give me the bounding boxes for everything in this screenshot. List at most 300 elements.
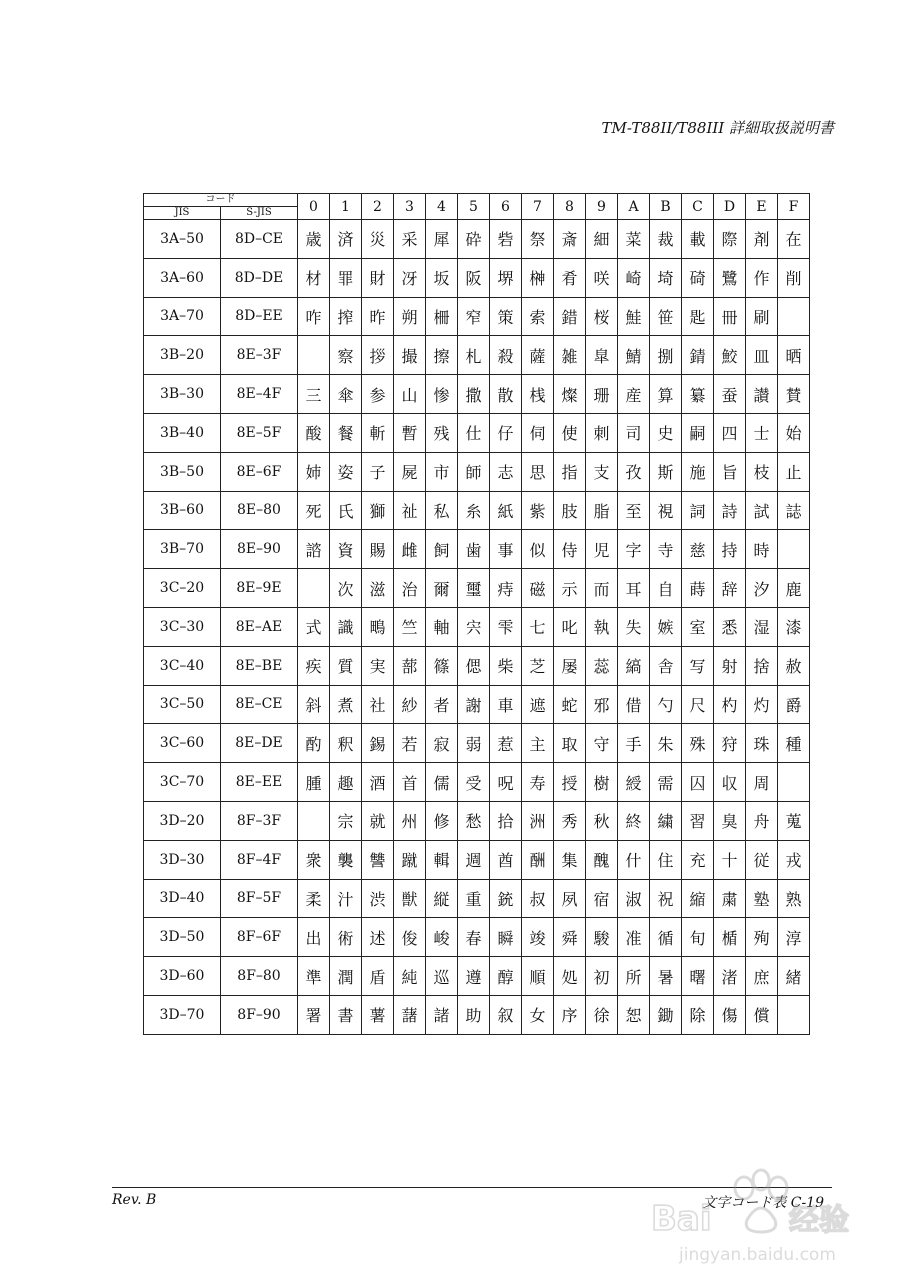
kanji-cell: 晒 [778,336,810,375]
jis-code-cell: 3D–50 [144,918,221,957]
kanji-cell: 讐 [362,840,394,879]
kanji-cell: 際 [714,220,746,259]
kanji-cell: 字 [618,530,650,569]
jis-code-cell: 3A–50 [144,220,221,259]
kanji-cell: 撮 [394,336,426,375]
kanji-cell: 磁 [522,569,554,608]
kanji-cell: 楯 [714,918,746,957]
kanji-cell: 初 [586,957,618,996]
kanji-cell: 車 [490,685,522,724]
kanji-cell: 燦 [554,375,586,414]
kanji-cell: 祝 [650,879,682,918]
kanji-cell: 儒 [426,763,458,802]
sjis-code-cell: 8E–EE [221,763,298,802]
kanji-cell: 次 [330,569,362,608]
sjis-code-cell: 8E–6F [221,452,298,491]
kanji-cell: 曙 [682,957,714,996]
kanji-cell: 枝 [746,452,778,491]
kanji-cell: 察 [330,336,362,375]
kanji-cell: 修 [426,801,458,840]
kanji-cell: 治 [394,569,426,608]
kanji-cell: 災 [362,220,394,259]
kanji-cell: 司 [618,413,650,452]
kanji-cell: 皐 [586,336,618,375]
kanji-cell: 市 [426,452,458,491]
kanji-cell: 識 [330,607,362,646]
kanji-cell: 試 [746,491,778,530]
kanji-cell: 酋 [490,840,522,879]
kanji-cell: 州 [394,801,426,840]
jis-code-cell: 3B–70 [144,530,221,569]
kanji-cell: 終 [618,801,650,840]
kanji-cell: 藷 [394,995,426,1034]
column-header-7: 7 [522,194,554,220]
kanji-cell [778,297,810,336]
kanji-cell: 邪 [586,685,618,724]
kanji-cell: 償 [746,995,778,1034]
column-header-b: B [650,194,682,220]
table-row [144,646,810,685]
kanji-cell: 持 [714,530,746,569]
kanji-cell: 煮 [330,685,362,724]
kanji-cell: 実 [362,646,394,685]
kanji-cell: 失 [618,607,650,646]
table-row [144,336,810,375]
kanji-cell: 散 [490,375,522,414]
kanji-cell: 充 [682,840,714,879]
kanji-cell: 雌 [394,530,426,569]
kanji-cell: 篠 [426,646,458,685]
kanji-cell: 臭 [714,801,746,840]
sjis-code-cell: 8F–90 [221,995,298,1034]
kanji-cell: 偲 [458,646,490,685]
column-header-8: 8 [554,194,586,220]
kanji-cell: 戎 [778,840,810,879]
kanji-cell: 女 [522,995,554,1034]
kanji-cell: 柵 [426,297,458,336]
kanji-cell: 准 [618,918,650,957]
kanji-cell: 習 [682,801,714,840]
kanji-cell: 児 [586,530,618,569]
kanji-cell: 札 [458,336,490,375]
kanji-cell: 姉 [298,452,330,491]
kanji-cell: 取 [554,724,586,763]
kanji-cell: 酸 [298,413,330,452]
jis-code-cell: 3C–30 [144,607,221,646]
kanji-cell: 旬 [682,918,714,957]
kanji-cell: 徐 [586,995,618,1034]
kanji-cell [778,530,810,569]
kanji-cell: 授 [554,763,586,802]
sjis-code-cell: 8F–5F [221,879,298,918]
kanji-cell: 榊 [522,258,554,297]
kanji-cell: 時 [746,530,778,569]
jis-code-cell: 3B–40 [144,413,221,452]
kanji-cell: 算 [650,375,682,414]
kanji-cell: 囚 [682,763,714,802]
kanji-cell: 漆 [778,607,810,646]
kanji-cell: 俊 [394,918,426,957]
kanji-cell: 殉 [746,918,778,957]
kanji-cell: 書 [330,995,362,1034]
kanji-cell: 縞 [618,646,650,685]
kanji-cell: 財 [362,258,394,297]
kanji-cell: 笹 [650,297,682,336]
kanji-cell: 蒐 [778,801,810,840]
kanji-cell: 秋 [586,801,618,840]
kanji-cell: 述 [362,918,394,957]
kanji-cell: 志 [490,452,522,491]
jis-code-cell: 3A–70 [144,297,221,336]
kanji-cell: 什 [618,840,650,879]
kanji-cell: 醇 [490,957,522,996]
sjis-code-cell: 8D–DE [221,258,298,297]
kanji-cell: 渋 [362,879,394,918]
kanji-cell: 子 [362,452,394,491]
kanji-cell: 自 [650,569,682,608]
kanji-cell: 祉 [394,491,426,530]
sjis-code-cell: 8E–CE [221,685,298,724]
kanji-cell: 叱 [554,607,586,646]
kanji-cell: 需 [650,763,682,802]
kanji-cell: 芝 [522,646,554,685]
table-row [144,957,810,996]
kanji-cell: 脂 [586,491,618,530]
table-row [144,763,810,802]
kanji-cell: 借 [618,685,650,724]
kanji-cell: 始 [778,413,810,452]
kanji-cell: 朔 [394,297,426,336]
kanji-cell: 采 [394,220,426,259]
kanji-cell: 死 [298,491,330,530]
kanji-cell: 坂 [426,258,458,297]
kanji-cell: 呪 [490,763,522,802]
kanji-cell: 山 [394,375,426,414]
jis-code-cell: 3B–30 [144,375,221,414]
code-header: コード [144,194,298,207]
kanji-cell: 除 [682,995,714,1034]
kanji-cell: 搾 [330,297,362,336]
kanji-cell: 緒 [778,957,810,996]
kanji-cell: 謝 [458,685,490,724]
sjis-code-cell: 8E–80 [221,491,298,530]
jis-code-cell: 3D–70 [144,995,221,1034]
table-body [144,220,810,1035]
kanji-cell: 洲 [522,801,554,840]
table-row [144,840,810,879]
kanji-cell: 斯 [650,452,682,491]
kanji-cell: 辞 [714,569,746,608]
kanji-cell: 産 [618,375,650,414]
kanji-cell: 惨 [426,375,458,414]
table-row [144,918,810,957]
kanji-cell: 仕 [458,413,490,452]
kanji-cell: 窄 [458,297,490,336]
kanji-cell: 耳 [618,569,650,608]
kanji-cell: 肴 [554,258,586,297]
sjis-code-cell: 8D–EE [221,297,298,336]
kanji-cell: 醜 [586,840,618,879]
jis-header: JIS [144,207,221,220]
kanji-cell: 屡 [554,646,586,685]
kanji-cell: 柔 [298,879,330,918]
kanji-cell: 集 [554,840,586,879]
footer-revision: Rev. B [112,1192,157,1208]
kanji-cell: 碕 [682,258,714,297]
kanji-cell [298,336,330,375]
kanji-cell: 署 [298,995,330,1034]
kanji-cell: 施 [682,452,714,491]
kanji-cell: 拶 [362,336,394,375]
kanji-cell: 酌 [298,724,330,763]
kanji-cell: 視 [650,491,682,530]
kanji-cell: 昨 [362,297,394,336]
kanji-cell: 擦 [426,336,458,375]
kanji-cell: 準 [298,957,330,996]
jis-code-cell: 3D–40 [144,879,221,918]
kanji-cell: 叙 [490,995,522,1034]
kanji-cell: 侍 [554,530,586,569]
table-row [144,375,810,414]
kanji-cell: 銃 [490,879,522,918]
kanji-cell: 崎 [618,258,650,297]
kanji-cell: 出 [298,918,330,957]
kanji-cell: 獅 [362,491,394,530]
jis-code-cell: 3C–20 [144,569,221,608]
footer-page-label: 文字コード表 C-19 [702,1195,824,1211]
kanji-cell: 薩 [522,336,554,375]
kanji-cell: 襲 [330,840,362,879]
kanji-cell: 衆 [298,840,330,879]
kanji-cell: 旨 [714,452,746,491]
kanji-cell: 主 [522,724,554,763]
kanji-cell: 阪 [458,258,490,297]
kanji-cell: 至 [618,491,650,530]
kanji-cell: 皿 [746,336,778,375]
table-row [144,879,810,918]
kanji-cell: 爾 [426,569,458,608]
kanji-cell: 序 [554,995,586,1034]
column-header-3: 3 [394,194,426,220]
kanji-cell: 薯 [362,995,394,1034]
table-row [144,724,810,763]
kanji-cell: 縦 [426,879,458,918]
kanji-cell: 咋 [298,297,330,336]
kanji-cell: 鷺 [714,258,746,297]
kanji-cell: 淳 [778,918,810,957]
kanji-cell: 宍 [458,607,490,646]
kanji-cell: 肢 [554,491,586,530]
kanji-cell: 首 [394,763,426,802]
jis-code-cell: 3D–60 [144,957,221,996]
column-header-a: A [618,194,650,220]
kanji-cell: 祭 [522,220,554,259]
kanji-cell: 舜 [554,918,586,957]
kanji-cell: 犀 [426,220,458,259]
kanji-cell: 材 [298,258,330,297]
kanji-cell: 受 [458,763,490,802]
kanji-cell: 杓 [714,685,746,724]
kanji-cell: 事 [490,530,522,569]
kanji-cell: 渚 [714,957,746,996]
kanji-cell: 住 [650,840,682,879]
kanji-cell: 写 [682,646,714,685]
kanji-cell: 桟 [522,375,554,414]
kanji-cell: 釈 [330,724,362,763]
kanji-cell: 勺 [650,685,682,724]
table-row [144,491,810,530]
kanji-cell: 秀 [554,801,586,840]
kanji-cell: 社 [362,685,394,724]
jis-code-cell: 3C–60 [144,724,221,763]
kanji-cell: 在 [778,220,810,259]
kanji-cell: 獣 [394,879,426,918]
kanji-cell: 夙 [554,879,586,918]
kanji-cell: 姿 [330,452,362,491]
sjis-code-cell: 8F–6F [221,918,298,957]
kanji-cell: 捨 [746,646,778,685]
jis-code-cell: 3D–20 [144,801,221,840]
kanji-cell: 傘 [330,375,362,414]
kanji-cell: 嗣 [682,413,714,452]
kanji-cell: 屍 [394,452,426,491]
kanji-cell: 賜 [362,530,394,569]
kanji-cell: 寿 [522,763,554,802]
jis-code-cell: 3B–60 [144,491,221,530]
jis-code-cell: 3C–70 [144,763,221,802]
kanji-cell: 室 [682,607,714,646]
column-header-6: 6 [490,194,522,220]
kanji-cell: 捌 [650,336,682,375]
kanji-cell: 寂 [426,724,458,763]
column-header-f: F [778,194,810,220]
watermark-logo [649,1158,859,1268]
kanji-cell: 舎 [650,646,682,685]
kanji-cell: 順 [522,957,554,996]
kanji-cell: 循 [650,918,682,957]
kanji-cell: 者 [426,685,458,724]
kanji-cell: 爵 [778,685,810,724]
kanji-cell: 止 [778,452,810,491]
kanji-cell: 思 [522,452,554,491]
kanji-cell: 埼 [650,258,682,297]
kanji-cell: 汐 [746,569,778,608]
sjis-code-cell: 8E–AE [221,607,298,646]
kanji-cell: 灼 [746,685,778,724]
watermark-url: jingyan.baidu.com [679,1245,836,1265]
table-row [144,220,810,259]
jis-code-cell: 3D–30 [144,840,221,879]
svg-text:Bai: Bai [651,1199,712,1239]
kanji-cell: 雫 [490,607,522,646]
kanji-cell: 七 [522,607,554,646]
kanji-cell: 刷 [746,297,778,336]
kanji-cell: 綬 [618,763,650,802]
kanji-cell: 索 [522,297,554,336]
kanji-cell: 紫 [522,491,554,530]
sjis-code-cell: 8E–BE [221,646,298,685]
kanji-cell: 慈 [682,530,714,569]
kanji-cell: 士 [746,413,778,452]
kanji-cell: 狩 [714,724,746,763]
kanji-cell: 十 [714,840,746,879]
kanji-cell: 竣 [522,918,554,957]
kanji-cell: 舟 [746,801,778,840]
jis-code-cell: 3C–40 [144,646,221,685]
kanji-cell: 璽 [458,569,490,608]
kanji-cell: 咲 [586,258,618,297]
kanji-cell: 竺 [394,607,426,646]
kanji-cell: 殊 [682,724,714,763]
kanji-cell: 指 [554,452,586,491]
kanji-cell: 守 [586,724,618,763]
kanji-cell: 執 [586,607,618,646]
kanji-cell: 術 [330,918,362,957]
kanji-cell: 策 [490,297,522,336]
column-header-4: 4 [426,194,458,220]
kanji-cell: 蔀 [394,646,426,685]
kanji-cell: 而 [586,569,618,608]
kanji-cell: 紙 [490,491,522,530]
character-code-table [143,193,810,1035]
sjis-code-cell: 8F–4F [221,840,298,879]
kanji-cell: 春 [458,918,490,957]
kanji-cell: 賛 [778,375,810,414]
kanji-cell: 質 [330,646,362,685]
kanji-cell: 史 [650,413,682,452]
kanji-cell: 駿 [586,918,618,957]
kanji-cell: 鴫 [362,607,394,646]
kanji-cell: 纂 [682,375,714,414]
kanji-cell: 錯 [554,297,586,336]
kanji-cell: 就 [362,801,394,840]
kanji-cell: 似 [522,530,554,569]
kanji-cell [778,763,810,802]
kanji-cell: 罪 [330,258,362,297]
kanji-cell: 師 [458,452,490,491]
kanji-cell: 朱 [650,724,682,763]
kanji-cell: 珊 [586,375,618,414]
kanji-cell: 叔 [522,879,554,918]
kanji-cell: 拾 [490,801,522,840]
kanji-cell: 蒔 [682,569,714,608]
table-row [144,413,810,452]
kanji-cell: 支 [586,452,618,491]
kanji-cell: 仔 [490,413,522,452]
kanji-cell: 宿 [586,879,618,918]
kanji-cell [298,569,330,608]
kanji-cell: 私 [426,491,458,530]
kanji-cell: 若 [394,724,426,763]
column-header-5: 5 [458,194,490,220]
jis-code-cell: 3B–50 [144,452,221,491]
kanji-cell: 誌 [778,491,810,530]
table-row [144,452,810,491]
kanji-cell: 淑 [618,879,650,918]
kanji-cell: 週 [458,840,490,879]
kanji-cell: 手 [618,724,650,763]
kanji-cell: 斜 [298,685,330,724]
kanji-cell: 裁 [650,220,682,259]
sjis-code-cell: 8D–CE [221,220,298,259]
sjis-code-cell: 8E–5F [221,413,298,452]
kanji-cell: 讃 [746,375,778,414]
kanji-cell: 弱 [458,724,490,763]
kanji-cell: 軸 [426,607,458,646]
kanji-cell: 蚕 [714,375,746,414]
kanji-cell: 庶 [746,957,778,996]
kanji-cell: 滋 [362,569,394,608]
